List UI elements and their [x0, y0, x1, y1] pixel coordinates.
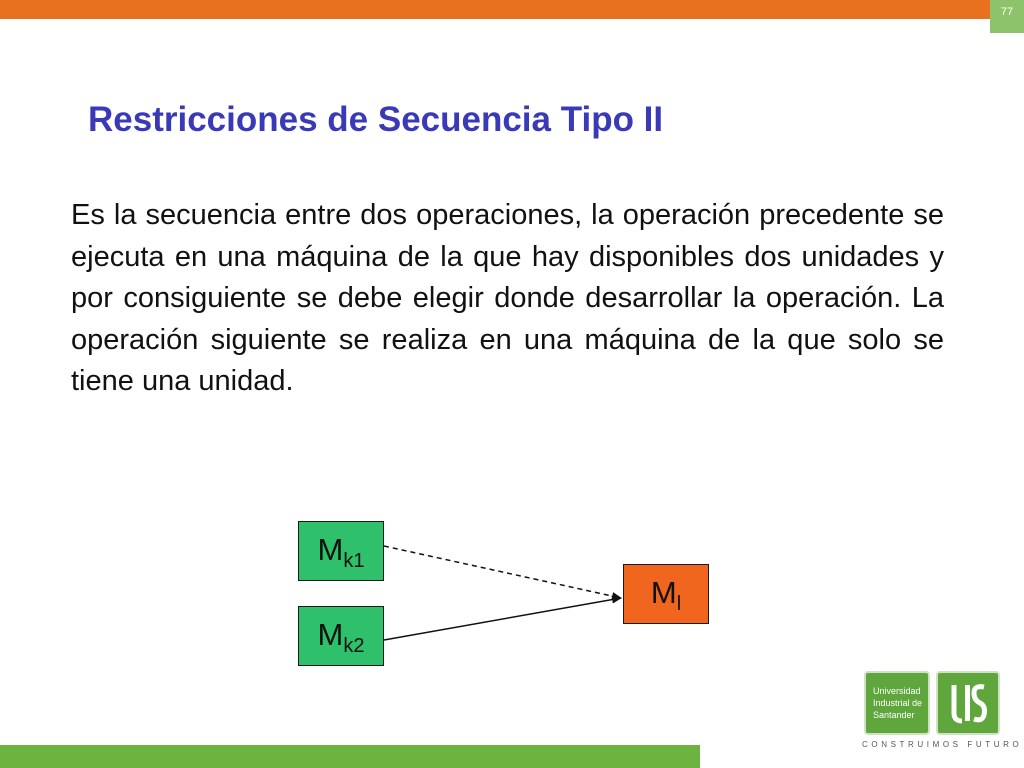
- slide-body-text: Es la secuencia entre dos operaciones, la operación precedente se ejecuta en una máquina de la que hay disponibles dos unidades y por consiguiente se debe elegir donde desarrollar la operación. La operación siguiente se realiza en una máquina de la que solo se tiene una unidad.: [71, 199, 944, 397]
- university-name-text: [873, 685, 922, 721]
- slide-title: Restricciones de Secuencia Tipo II: [88, 100, 664, 139]
- machine-mk2-node: [298, 606, 384, 666]
- machine-ml-node: [623, 564, 709, 624]
- dashed-edge-mk1-to-ml: [384, 546, 621, 598]
- uis-emblem-icon: [936, 671, 1000, 735]
- logo-line-3: Santander: [873, 710, 915, 720]
- node-main-label: M: [317, 617, 344, 652]
- node-subscript: k2: [343, 635, 365, 657]
- page-number: 77: [990, 0, 1024, 33]
- node-main-label: M: [650, 575, 677, 610]
- solid-edge-mk2-to-ml: [384, 598, 621, 640]
- logo-line-1: Universidad: [873, 686, 921, 696]
- bottom-accent-bar: [0, 745, 700, 768]
- node-main-label: M: [317, 532, 344, 567]
- logo-tagline: CONSTRUIMOS FUTURO: [862, 740, 1023, 749]
- node-subscript: l: [676, 593, 682, 615]
- node-subscript: k1: [343, 550, 365, 572]
- university-name-logo: [864, 671, 930, 735]
- machine-mk1-node: [298, 521, 384, 581]
- top-accent-bar: [0, 0, 990, 19]
- logo-line-2: Industrial de: [873, 698, 923, 708]
- uis-monogram-icon: [938, 673, 998, 733]
